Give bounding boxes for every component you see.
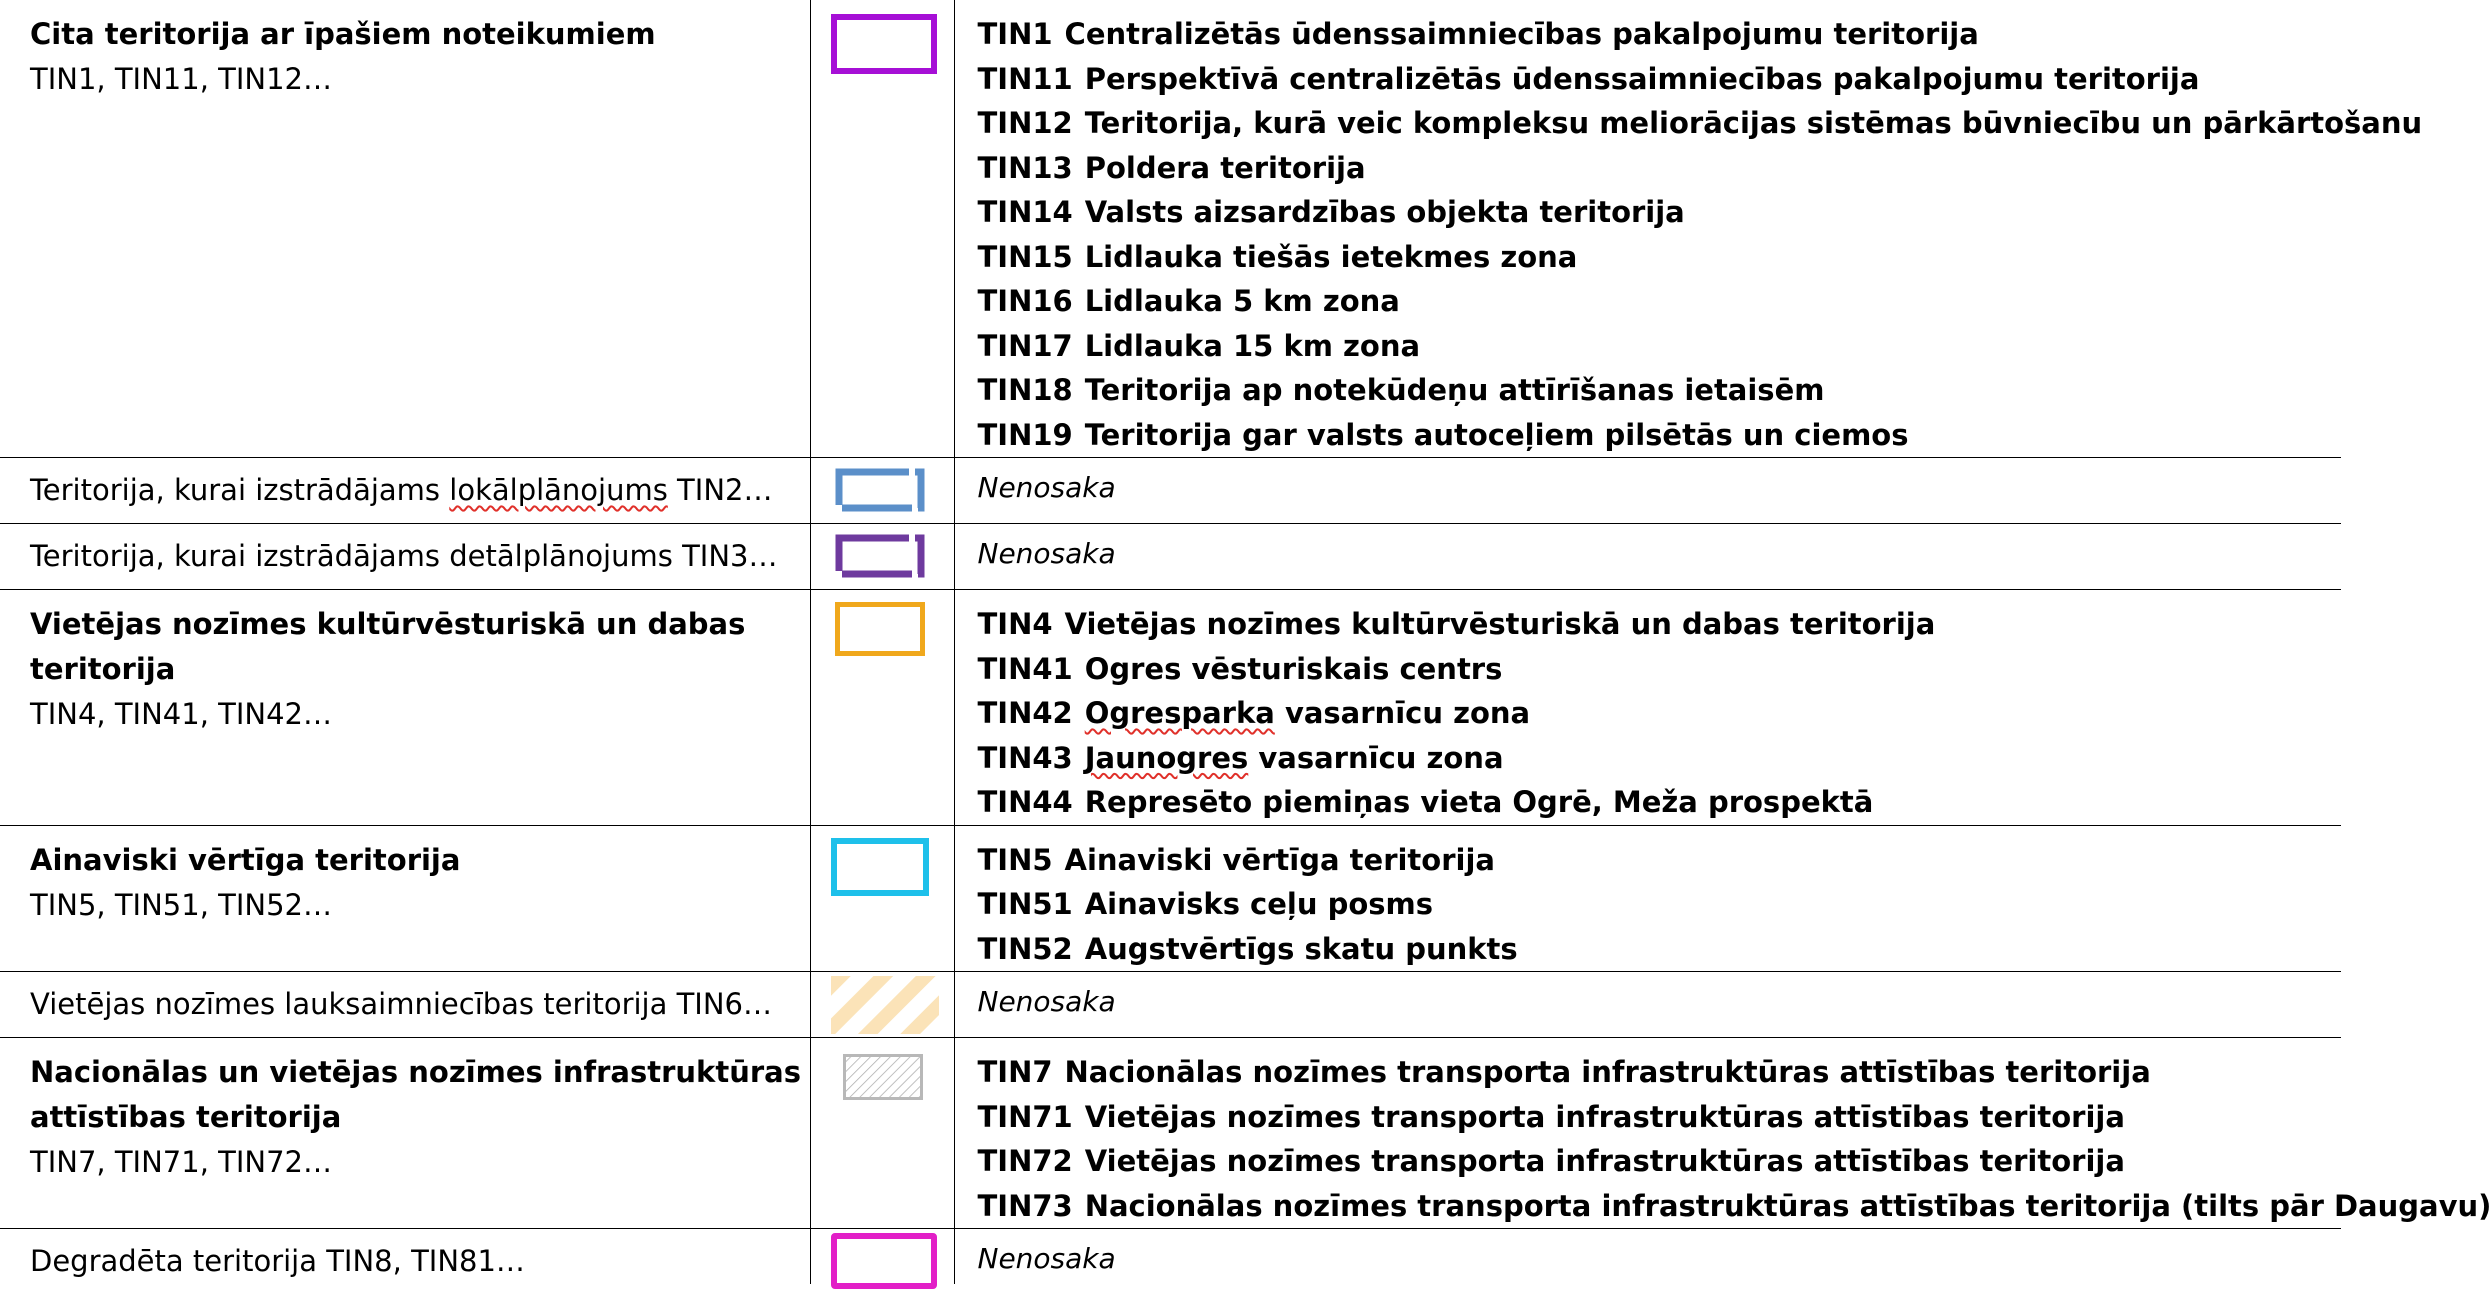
legend-item: TIN51 Ainavisks ceļu posms <box>977 887 1434 921</box>
legend-row-tin6 <box>0 972 2341 1038</box>
legend-row-tin1 <box>0 0 2341 458</box>
description-cell <box>954 590 2341 826</box>
legend-item: TIN5 Ainaviski vērtīga teritorija <box>977 842 1495 877</box>
category-text: Vietējas nozīmes lauksaimniecības teritorija TIN6… <box>30 987 773 1021</box>
symbol-cell <box>810 590 954 826</box>
symbol-cell <box>810 825 954 972</box>
legend-row-tin4 <box>0 590 2341 826</box>
category-text: Teritorija, kurai izstrādājams detālplānojums TIN3… <box>30 539 778 573</box>
legend-item: TIN41 Ogres vēsturiskais centrs <box>977 651 1503 686</box>
legend-item: TIN15 Lidlauka tiešās ietekmes zona <box>977 239 1578 274</box>
category-cell <box>0 825 810 972</box>
legend-item: TIN44 Represēto piemiņas vieta Ogrē, Meža prospektā <box>977 785 1874 819</box>
description-cell <box>954 1038 2491 1229</box>
category-text: Teritorija, kurai izstrādājams lokālplānojums TIN2… <box>30 473 773 507</box>
category-title: Nacionālas un vietējas nozīmes infrastruktūras <box>30 1055 801 1089</box>
category-title-line2: teritorija <box>30 652 176 686</box>
purple-outline-symbol <box>831 14 937 74</box>
category-text: Degradēta teritorija TIN8, TIN81… <box>30 1244 525 1278</box>
note-text: Nenosaka <box>977 985 1116 1018</box>
legend-row-tin3 <box>0 524 2341 590</box>
legend-item: TIN72 Vietējas nozīmes transporta infrastruktūras attīstības teritorija <box>977 1144 2125 1178</box>
category-title-line2: attīstības teritorija <box>30 1100 342 1134</box>
symbol-cell <box>810 972 954 1038</box>
grey-hatched-box-symbol <box>843 1054 923 1100</box>
legend-item: TIN12 Teritorija, kurā veic kompleksu meliorācijas sistēmas būvniecību un pārkārtošanu <box>977 106 2423 140</box>
legend-item: TIN18 Teritorija ap notekūdeņu attīrīšanas ietaisēm <box>977 373 1825 407</box>
description-cell <box>954 825 2341 972</box>
legend-row-tin7 <box>0 1038 2341 1229</box>
description-cell <box>954 1229 2341 1285</box>
description-cell <box>954 458 2341 524</box>
cyan-outline-symbol <box>831 838 929 896</box>
description-cell <box>954 524 2341 590</box>
legend-item: TIN11 Perspektīvā centralizētās ūdenssaimniecības pakalpojumu teritorija <box>977 61 2200 96</box>
category-cell <box>0 458 810 524</box>
category-cell <box>0 0 810 458</box>
symbol-cell <box>810 524 954 590</box>
legend-item: TIN7 Nacionālas nozīmes transporta infrastruktūras attīstības teritorija <box>977 1055 2151 1089</box>
legend-item: TIN1 Centralizētās ūdenssaimniecības pakalpojumu teritorija <box>977 17 1979 51</box>
note-text: Nenosaka <box>977 1242 1116 1275</box>
symbol-cell <box>810 1229 954 1285</box>
spellcheck-underline: lokālplānojums <box>449 473 668 507</box>
legend-item: TIN43 Jaunogres vasarnīcu zona <box>977 740 1504 775</box>
category-cell <box>0 590 810 826</box>
legend-item: TIN42 Ogresparka vasarnīcu zona <box>977 696 1531 730</box>
symbol-cell <box>810 0 954 458</box>
blue-dashed-outline-symbol <box>835 468 925 512</box>
magenta-outline-symbol <box>831 1233 937 1289</box>
category-codes: TIN5, TIN51, TIN52… <box>30 887 333 922</box>
category-cell <box>0 972 810 1038</box>
legend-item: TIN17 Lidlauka 15 km zona <box>977 328 1421 363</box>
legend-item: TIN71 Vietējas nozīmes transporta infrastruktūras attīstības teritorija <box>977 1099 2125 1134</box>
orange-outline-symbol <box>835 602 925 656</box>
description-cell <box>954 972 2341 1038</box>
category-cell <box>0 1038 810 1229</box>
category-cell <box>0 524 810 590</box>
legend-row-tin8 <box>0 1229 2341 1285</box>
legend-row-tin2 <box>0 458 2341 524</box>
hatch-pattern-symbol <box>831 976 939 1034</box>
purple-dashed-outline-symbol <box>835 534 925 578</box>
legend-item: TIN16 Lidlauka 5 km zona <box>977 284 1400 318</box>
note-text: Nenosaka <box>977 471 1116 504</box>
category-title: Cita teritorija ar īpašiem noteikumiem <box>30 17 656 51</box>
description-cell <box>954 0 2423 458</box>
category-codes: TIN1, TIN11, TIN12… <box>30 62 333 96</box>
symbol-cell <box>810 458 954 524</box>
legend-item: TIN13 Poldera teritorija <box>977 150 1366 185</box>
category-title: Ainaviski vērtīga teritorija <box>30 842 461 877</box>
note-text: Nenosaka <box>977 537 1116 570</box>
legend-item: TIN73 Nacionālas nozīmes transporta infrastruktūras attīstības teritorija (tilts pār Daugavu) <box>977 1188 2491 1223</box>
legend-item: TIN52 Augstvērtīgs skatu punkts <box>977 931 1518 966</box>
legend-item: TIN14 Valsts aizsardzības objekta teritorija <box>977 195 1685 229</box>
category-codes: TIN4, TIN41, TIN42… <box>30 697 333 731</box>
category-title: Vietējas nozīmes kultūrvēsturiskā un dabas <box>30 607 746 641</box>
category-cell <box>0 1229 810 1285</box>
category-codes: TIN7, TIN71, TIN72… <box>30 1145 333 1179</box>
legend-row-tin5 <box>0 825 2341 972</box>
symbol-cell <box>810 1038 954 1229</box>
legend-item: TIN19 Teritorija gar valsts autoceļiem pilsētās un ciemos <box>977 417 1909 452</box>
legend-item: TIN4 Vietējas nozīmes kultūrvēsturiskā un dabas teritorija <box>977 607 1936 641</box>
